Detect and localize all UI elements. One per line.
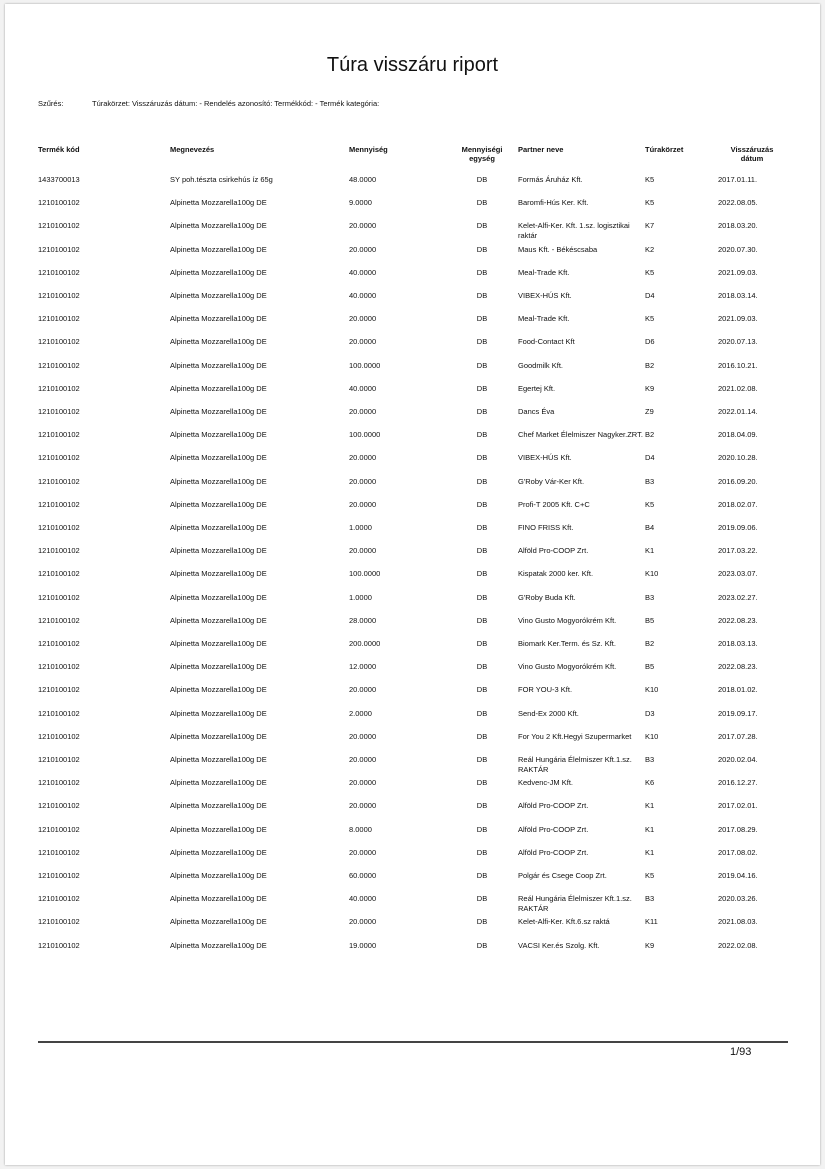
table-row [0,941,825,963]
table-row [0,778,825,800]
cell-name: Alpinetta Mozzarella100g DE [170,383,267,393]
column-header-qty: Mennyiség [349,145,388,154]
cell-unit: DB [476,685,488,695]
cell-qty: 12.0000 [349,662,377,672]
cell-name: Alpinetta Mozzarella100g DE [170,847,267,857]
cell-name: Alpinetta Mozzarella100g DE [170,755,267,764]
cell-name: Alpinetta Mozzarella100g DE [170,407,267,416]
table-row [0,871,825,893]
cell-qty: 100.0000 [349,360,381,370]
cell-date: 2019.09.06. [718,523,758,532]
table-row [0,198,825,220]
table-row [0,709,825,731]
cell-partner: Reál Hungária Élelmiszer Kft.1.sz. RAKTÁR [518,755,632,774]
cell-partner: Profi-T 2005 Kft. C+C [518,499,590,509]
cell-unit: DB [476,639,488,648]
cell-name: Alpinetta Mozzarella100g DE [170,267,267,277]
cell-zone: K10 [645,731,659,741]
cell-unit: DB [476,940,488,950]
cell-zone: K9 [645,383,655,393]
cell-unit: DB [476,755,488,764]
table-row [0,593,825,615]
cell-zone: B5 [645,615,655,625]
cell-partner: Biomark Ker.Term. és Sz. Kft. [518,639,616,648]
cell-date: 2023.03.07. [718,569,758,579]
cell-qty: 100.0000 [349,569,381,579]
cell-date: 2018.03.20. [718,221,758,231]
cell-qty: 20.0000 [349,476,377,486]
cell-code: 1210100102 [38,917,80,927]
cell-qty: 20.0000 [349,755,377,764]
cell-code: 1210100102 [38,383,80,393]
cell-date: 2022.02.08. [718,940,758,950]
cell-unit: DB [476,291,488,300]
cell-qty: 20.0000 [349,731,377,741]
cell-name: Alpinetta Mozzarella100g DE [170,778,267,788]
cell-zone: B5 [645,662,655,672]
cell-date: 2020.07.30. [718,244,758,254]
cell-name: Alpinetta Mozzarella100g DE [170,291,267,300]
cell-code: 1210100102 [38,407,80,416]
cell-name: Alpinetta Mozzarella100g DE [170,244,267,254]
column-header-zone: Túrakörzet [645,145,684,154]
cell-name: Alpinetta Mozzarella100g DE [170,360,267,370]
cell-qty: 100.0000 [349,430,381,440]
cell-unit: DB [476,383,488,393]
table-row [0,848,825,870]
cell-date: 2018.04.09. [718,430,758,440]
cell-zone: B3 [645,894,655,904]
cell-date: 2022.08.05. [718,198,758,208]
cell-unit: DB [476,175,488,184]
cell-qty: 40.0000 [349,894,377,904]
cell-qty: 19.0000 [349,940,377,950]
cell-unit: DB [476,847,488,857]
cell-partner: Dancs Éva [518,407,555,416]
cell-qty: 200.0000 [349,639,381,648]
cell-name: Alpinetta Mozzarella100g DE [170,824,267,834]
table-row [0,221,825,243]
cell-zone: B2 [645,639,655,648]
cell-zone: K1 [645,847,655,857]
cell-code: 1210100102 [38,476,80,486]
cell-partner: Goodmilk Kft. [518,360,564,370]
cell-zone: Z9 [645,407,654,416]
cell-name: Alpinetta Mozzarella100g DE [170,523,267,532]
filter-text: Túrakörzet: Visszáruzás dátum: - Rendelés azonosító: Termékkód: - Termék kategória: [92,99,380,108]
cell-unit: DB [476,871,488,880]
cell-code: 1210100102 [38,685,80,695]
cell-qty: 20.0000 [349,546,377,556]
cell-name: Alpinetta Mozzarella100g DE [170,430,267,440]
cell-date: 2022.08.23. [718,662,758,672]
cell-code: 1210100102 [38,708,80,718]
cell-date: 2017.02.01. [718,801,758,811]
table-row [0,662,825,684]
cell-qty: 1.0000 [349,523,372,532]
cell-code: 1210100102 [38,871,80,880]
cell-name: Alpinetta Mozzarella100g DE [170,476,267,486]
cell-zone: K7 [645,221,655,231]
cell-date: 2017.07.28. [718,731,758,741]
cell-code: 1210100102 [38,731,80,741]
cell-zone: K6 [645,778,655,788]
cell-date: 2018.03.13. [718,639,758,648]
column-header-unit [448,145,516,163]
cell-partner: Polgár és Csege Coop Zrt. [518,871,607,880]
cell-code: 1210100102 [38,592,80,602]
cell-unit: DB [476,662,488,672]
cell-partner: Alföld Pro-COOP Zrt. [518,847,589,857]
cell-name: Alpinetta Mozzarella100g DE [170,731,267,741]
table-row [0,291,825,313]
cell-zone: K5 [645,175,655,184]
cell-date: 2019.04.16. [718,871,758,880]
cell-qty: 20.0000 [349,221,377,231]
cell-date: 2017.08.29. [718,824,758,834]
cell-name: Alpinetta Mozzarella100g DE [170,917,267,927]
cell-code: 1210100102 [38,337,80,347]
cell-unit: DB [476,778,488,788]
cell-partner: Food-Contact Kft [518,337,575,347]
cell-date: 2016.12.27. [718,778,758,788]
cell-qty: 20.0000 [349,917,377,927]
cell-qty: 20.0000 [349,847,377,857]
table-row [0,732,825,754]
column-header-partner: Partner neve [518,145,564,154]
cell-name: Alpinetta Mozzarella100g DE [170,221,267,231]
cell-partner: Vino Gusto Mogyorókrém Kft. [518,662,617,672]
cell-zone: K9 [645,940,655,950]
cell-zone: D4 [645,453,655,463]
cell-name: Alpinetta Mozzarella100g DE [170,615,267,625]
cell-code: 1210100102 [38,940,80,950]
cell-zone: B4 [645,523,655,532]
cell-zone: K1 [645,801,655,811]
cell-zone: B2 [645,360,655,370]
table-row [0,685,825,707]
cell-unit: DB [476,221,488,231]
cell-name: Alpinetta Mozzarella100g DE [170,453,267,463]
cell-name: Alpinetta Mozzarella100g DE [170,871,267,880]
table-row [0,917,825,939]
table-row [0,384,825,406]
cell-partner: FOR YOU-3 Kft. [518,685,573,695]
cell-partner: Formás Áruház Kft. [518,175,583,184]
cell-qty: 20.0000 [349,407,377,416]
cell-zone: D4 [645,291,655,300]
column-header-name: Megnevezés [170,145,215,154]
cell-name: Alpinetta Mozzarella100g DE [170,662,267,672]
cell-unit: DB [476,198,488,208]
cell-partner: G'Roby Vár-Ker Kft. [518,476,585,486]
cell-date: 2021.09.03. [718,267,758,277]
cell-unit: DB [476,476,488,486]
footer-divider [38,1041,788,1043]
cell-zone: K5 [645,198,655,208]
cell-qty: 48.0000 [349,175,377,184]
cell-name: Alpinetta Mozzarella100g DE [170,337,267,347]
cell-unit: DB [476,569,488,579]
cell-date: 2020.07.13. [718,337,758,347]
cell-code: 1210100102 [38,847,80,857]
cell-code: 1210100102 [38,221,80,231]
column-header-date-line2: dátum [740,154,764,163]
cell-qty: 60.0000 [349,871,377,880]
cell-name: Alpinetta Mozzarella100g DE [170,940,267,950]
cell-partner: Kelet-Alfi-Ker. Kft.6.sz raktá [518,917,610,927]
cell-partner: G'Roby Buda Kft. [518,592,576,602]
cell-qty: 20.0000 [349,685,377,695]
cell-qty: 2.0000 [349,708,372,718]
cell-qty: 20.0000 [349,453,377,463]
cell-partner: Meal-Trade Kft. [518,314,570,324]
cell-qty: 28.0000 [349,615,377,625]
cell-qty: 20.0000 [349,244,377,254]
table-row [0,337,825,359]
cell-code: 1210100102 [38,291,80,300]
cell-zone: K5 [645,871,655,880]
cell-name: Alpinetta Mozzarella100g DE [170,708,267,718]
cell-code: 1210100102 [38,824,80,834]
cell-code: 1210100102 [38,499,80,509]
cell-zone: K2 [645,244,655,254]
cell-qty: 9.0000 [349,198,372,208]
cell-partner: VACSI Ker.és Szolg. Kft. [518,940,600,950]
cell-code: 1210100102 [38,267,80,277]
cell-unit: DB [476,337,488,347]
cell-unit: DB [476,407,488,416]
cell-zone: B3 [645,592,655,602]
table-row [0,755,825,777]
column-header-date [716,145,788,163]
cell-partner: FINO FRISS Kft. [518,523,574,532]
column-header-unit-line1: Mennyiségi [461,145,503,154]
cell-name: Alpinetta Mozzarella100g DE [170,198,267,208]
table-row [0,500,825,522]
cell-partner: Reál Hungária Élelmiszer Kft.1.sz. RAKTÁR [518,894,632,914]
cell-partner: Alföld Pro-COOP Zrt. [518,824,589,834]
cell-partner: Kelet-Alfi-Ker. Kft. 1.sz. logisztikai raktár [518,221,630,241]
cell-zone: B3 [645,476,655,486]
cell-name: Alpinetta Mozzarella100g DE [170,546,267,556]
cell-name: Alpinetta Mozzarella100g DE [170,592,267,602]
cell-date: 2017.03.22. [718,546,758,556]
cell-unit: DB [476,267,488,277]
cell-qty: 20.0000 [349,801,377,811]
table-row [0,894,825,916]
cell-zone: K5 [645,267,655,277]
cell-unit: DB [476,917,488,927]
cell-partner: Meal-Trade Kft. [518,267,570,277]
cell-partner: VIBEX-HÚS Kft. [518,291,572,300]
cell-code: 1210100102 [38,430,80,440]
cell-unit: DB [476,731,488,741]
cell-code: 1210100102 [38,244,80,254]
cell-partner: Egertej Kft. [518,383,556,393]
cell-unit: DB [476,546,488,556]
cell-partner: Kispatak 2000 ker. Kft. [518,569,594,579]
cell-code: 1210100102 [38,198,80,208]
cell-unit: DB [476,499,488,509]
cell-qty: 40.0000 [349,383,377,393]
table-row [0,361,825,383]
cell-code: 1210100102 [38,615,80,625]
cell-date: 2021.09.03. [718,314,758,324]
cell-name: Alpinetta Mozzarella100g DE [170,569,267,579]
table-row [0,825,825,847]
cell-date: 2021.08.03. [718,917,758,927]
cell-name: Alpinetta Mozzarella100g DE [170,801,267,811]
cell-qty: 8.0000 [349,824,372,834]
cell-qty: 40.0000 [349,267,377,277]
cell-partner: Alföld Pro-COOP Zrt. [518,801,589,811]
table-row [0,546,825,568]
cell-code: 1210100102 [38,801,80,811]
cell-qty: 20.0000 [349,314,377,324]
cell-date: 2020.02.04. [718,755,758,764]
cell-qty: 20.0000 [349,499,377,509]
cell-zone: D6 [645,337,655,347]
cell-partner: Chef Market Élelmiszer Nagyker.ZRT. [518,430,643,440]
cell-code: 1210100102 [38,360,80,370]
page-number: 1/93 [730,1046,752,1058]
cell-partner: Kedvenc-JM Kft. [518,778,574,788]
cell-code: 1210100102 [38,662,80,672]
report-title: Túra visszáru riport [326,54,499,76]
cell-unit: DB [476,894,488,904]
cell-name: Alpinetta Mozzarella100g DE [170,894,267,904]
cell-partner: Maus Kft. - Békéscsaba [518,244,598,254]
cell-unit: DB [476,430,488,440]
cell-name: Alpinetta Mozzarella100g DE [170,314,267,324]
cell-unit: DB [476,453,488,463]
cell-zone: B3 [645,755,655,764]
cell-code: 1210100102 [38,569,80,579]
table-row [0,407,825,429]
cell-date: 2016.09.20. [718,476,758,486]
cell-zone: K11 [645,917,658,927]
cell-code: 1433700013 [38,175,80,184]
cell-unit: DB [476,615,488,625]
cell-date: 2023.02.27. [718,592,758,602]
cell-date: 2020.10.28. [718,453,758,463]
cell-date: 2022.08.23. [718,615,758,625]
cell-qty: 20.0000 [349,778,377,788]
table-row [0,639,825,661]
cell-unit: DB [476,360,488,370]
table-row [0,314,825,336]
cell-zone: K1 [645,546,655,556]
cell-code: 1210100102 [38,523,80,532]
cell-date: 2016.10.21. [718,360,758,370]
cell-partner: Send-Ex 2000 Kft. [518,708,579,718]
cell-date: 2018.03.14. [718,291,758,300]
table-row [0,453,825,475]
table-row [0,175,825,197]
cell-zone: K5 [645,314,655,324]
cell-date: 2022.01.14. [718,407,758,416]
cell-unit: DB [476,314,488,324]
cell-zone: K10 [645,569,659,579]
cell-unit: DB [476,708,488,718]
cell-zone: K1 [645,824,655,834]
cell-code: 1210100102 [38,314,80,324]
table-row [0,801,825,823]
cell-partner: Alföld Pro-COOP Zrt. [518,546,589,556]
filter-label: Szűrés: [38,99,64,108]
cell-qty: 20.0000 [349,337,377,347]
cell-unit: DB [476,523,488,532]
table-row [0,569,825,591]
cell-date: 2017.08.02. [718,847,758,857]
cell-date: 2017.01.11. [718,175,758,184]
table-row [0,477,825,499]
cell-date: 2019.09.17. [718,708,758,718]
cell-date: 2018.02.07. [718,499,758,509]
cell-code: 1210100102 [38,639,80,648]
cell-name: SY poh.tészta csirkehús íz 65g [170,175,273,184]
cell-zone: B2 [645,430,655,440]
cell-qty: 1.0000 [349,592,372,602]
cell-zone: K10 [645,685,659,695]
table-row [0,268,825,290]
table-row [0,523,825,545]
cell-date: 2021.02.08. [718,383,758,393]
column-header-code: Termék kód [38,145,80,154]
cell-zone: K5 [645,499,655,509]
cell-code: 1210100102 [38,778,80,788]
cell-code: 1210100102 [38,894,80,904]
cell-name: Alpinetta Mozzarella100g DE [170,499,267,509]
cell-date: 2020.03.26. [718,894,758,904]
cell-date: 2018.01.02. [718,685,758,695]
table-row [0,430,825,452]
column-header-unit-line2: egység [469,154,495,163]
table-row [0,245,825,267]
cell-partner: Baromfi-Hús Ker. Kft. [518,198,589,208]
table-row [0,616,825,638]
cell-code: 1210100102 [38,755,80,764]
cell-unit: DB [476,592,488,602]
cell-name: Alpinetta Mozzarella100g DE [170,639,267,648]
cell-partner: Vino Gusto Mogyorókrém Kft. [518,615,617,625]
cell-code: 1210100102 [38,453,80,463]
cell-partner: VIBEX-HÚS Kft. [518,453,572,463]
column-header-date-line1: Visszáruzás [730,145,774,154]
cell-unit: DB [476,244,488,254]
cell-name: Alpinetta Mozzarella100g DE [170,685,267,695]
cell-zone: D3 [645,708,655,718]
cell-code: 1210100102 [38,546,80,556]
cell-unit: DB [476,824,488,834]
cell-partner: For You 2 Kft.Hegyi Szupermarket [518,731,632,741]
cell-qty: 40.0000 [349,291,377,300]
cell-unit: DB [476,801,488,811]
